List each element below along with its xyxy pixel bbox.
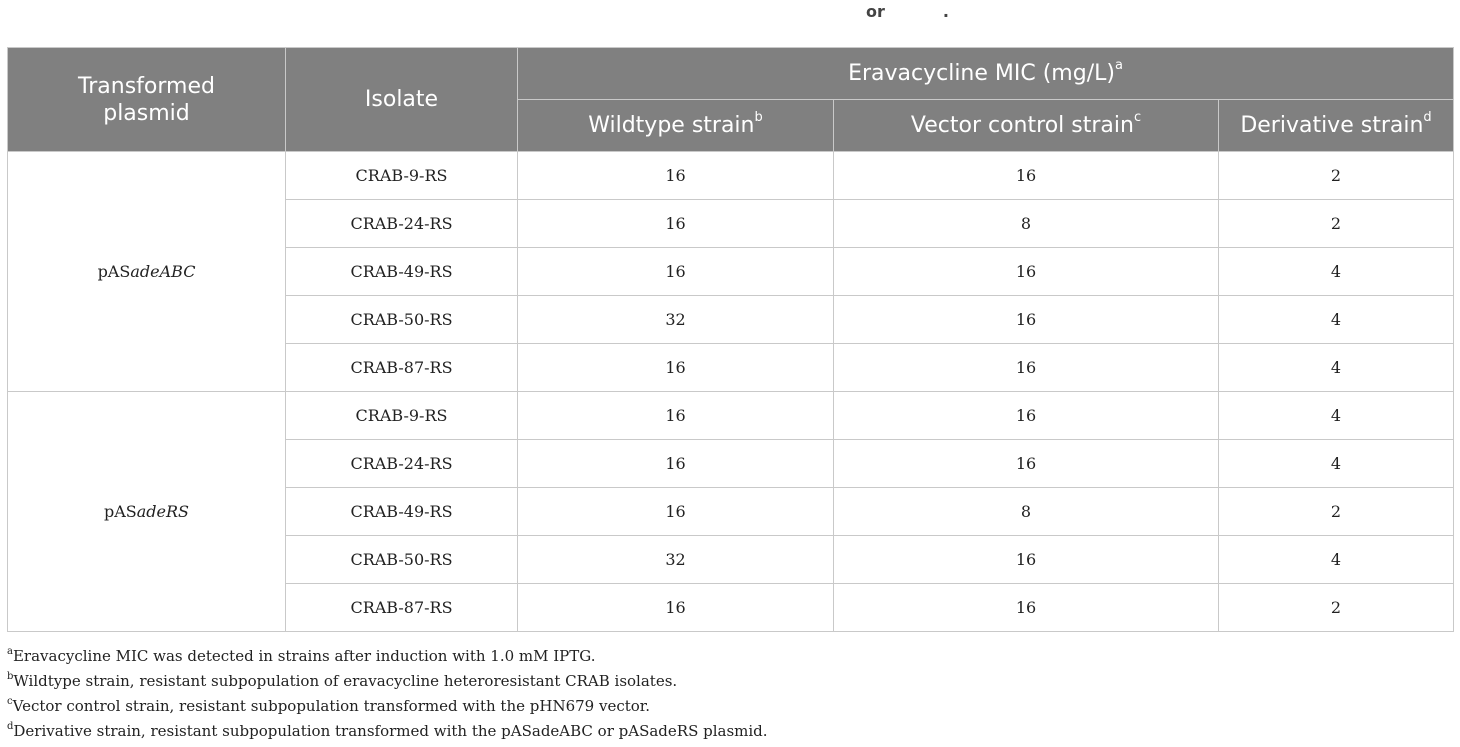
footnote: $^c$Vector control strain, resistant subpopulation transformed with the pHN679 vector. [7, 696, 651, 715]
plasmid-cell: pASadeABC [8, 152, 286, 392]
table-header [8, 48, 1454, 152]
footnote: $^b$Wildtype strain, resistant subpopulation of eravacycline heteroresistant CRAB isolates. [7, 671, 678, 690]
header-isolate: Isolate [286, 48, 518, 152]
wildtype-cell: 16 [518, 488, 834, 536]
footnote: $^d$Derivative strain, resistant subpopulation transformed with the pASadeABC or pASadeRS plasmid. [7, 721, 768, 740]
isolate-cell: CRAB-49-RS [286, 488, 518, 536]
derivative-cell: 4 [1219, 536, 1454, 584]
plasmid-cell: pASadeRS [8, 392, 286, 632]
caption-or: or [866, 2, 885, 21]
vector-cell: 16 [834, 536, 1219, 584]
vector-cell: 16 [834, 152, 1219, 200]
vector-cell: 16 [834, 248, 1219, 296]
footnotes [7, 644, 1447, 744]
caption-period: . [942, 2, 949, 21]
table-row [8, 392, 1454, 440]
wildtype-cell: 16 [518, 248, 834, 296]
derivative-cell: 4 [1219, 296, 1454, 344]
derivative-cell: 2 [1219, 152, 1454, 200]
caption-fragment [866, 2, 949, 24]
vector-cell: 16 [834, 392, 1219, 440]
isolate-cell: CRAB-50-RS [286, 296, 518, 344]
derivative-cell: 4 [1219, 440, 1454, 488]
footnote-mark-a: a [1114, 58, 1123, 73]
wildtype-cell: 16 [518, 440, 834, 488]
header-wildtype: Wildtype strain$^b$ [518, 100, 834, 152]
header-transformed-plasmid: Transformed plasmid [8, 48, 286, 152]
vector-cell: 16 [834, 440, 1219, 488]
wildtype-cell: 16 [518, 200, 834, 248]
vector-cell: 8 [834, 200, 1219, 248]
footnote: $^a$Eravacycline MIC was detected in strains after induction with 1.0 mM IPTG. [7, 646, 596, 665]
table-body [8, 152, 1454, 632]
vector-cell: 16 [834, 344, 1219, 392]
table-row [8, 152, 1454, 200]
mic-table [7, 47, 1454, 632]
vector-cell: 8 [834, 488, 1219, 536]
isolate-cell: CRAB-24-RS [286, 200, 518, 248]
isolate-cell: CRAB-50-RS [286, 536, 518, 584]
header-derivative: Derivative strain$^d$ [1219, 100, 1454, 152]
vector-cell: 16 [834, 584, 1219, 632]
isolate-cell: CRAB-49-RS [286, 248, 518, 296]
derivative-cell: 2 [1219, 584, 1454, 632]
wildtype-cell: 16 [518, 344, 834, 392]
derivative-cell: 4 [1219, 392, 1454, 440]
isolate-cell: CRAB-87-RS [286, 344, 518, 392]
wildtype-cell: 32 [518, 536, 834, 584]
derivative-cell: 4 [1219, 248, 1454, 296]
wildtype-cell: 16 [518, 392, 834, 440]
isolate-cell: CRAB-9-RS [286, 392, 518, 440]
header-mic-group: Eravacycline MIC $(mg/L)^a$ [518, 48, 1454, 100]
footnote-mark-c: c [1133, 110, 1142, 125]
wildtype-cell: 16 [518, 584, 834, 632]
vector-cell: 16 [834, 296, 1219, 344]
footnote-mark-b: b [754, 110, 763, 125]
wildtype-cell: 32 [518, 296, 834, 344]
derivative-cell: 4 [1219, 344, 1454, 392]
derivative-cell: 2 [1219, 200, 1454, 248]
wildtype-cell: 16 [518, 152, 834, 200]
isolate-cell: CRAB-9-RS [286, 152, 518, 200]
header-vector-control: Vector control strain$^c$ [834, 100, 1219, 152]
footnote-mark-d: d [1423, 110, 1432, 125]
isolate-cell: CRAB-87-RS [286, 584, 518, 632]
isolate-cell: CRAB-24-RS [286, 440, 518, 488]
derivative-cell: 2 [1219, 488, 1454, 536]
